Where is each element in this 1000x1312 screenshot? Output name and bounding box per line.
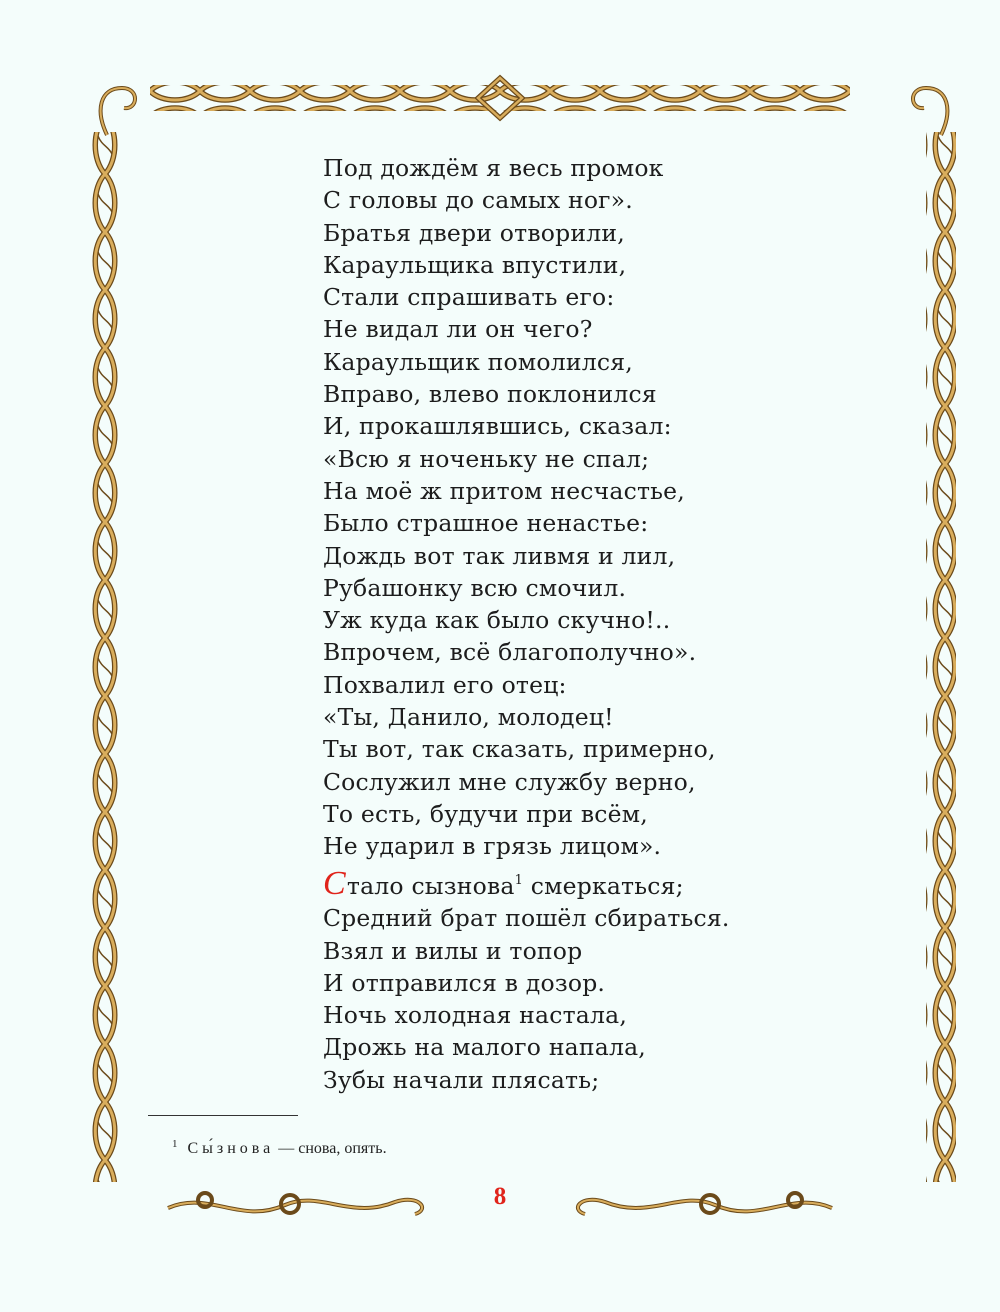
poem-line: «Ты, Данило, молодец! (323, 703, 614, 732)
footnote-divider (148, 1115, 298, 1116)
drop-cap: С (323, 865, 346, 902)
poem-line: То есть, будучи при всём, (323, 799, 648, 828)
poem-line: Не ударил в грязь лицом». (323, 832, 662, 861)
poem-line: Было страшное ненастье: (323, 509, 649, 538)
poem-line: Сослужил мне службу верно, (323, 767, 696, 796)
footnote-number: 1 (172, 1138, 178, 1150)
page-number: 8 (493, 1183, 507, 1210)
poem-line: И отправился в дозор. (323, 968, 606, 997)
poem-line: Караульщика впустили, (323, 250, 627, 279)
poem-line: Впрочем, всё благополучно». (323, 638, 697, 667)
poem-line: Ты вот, так сказать, примерно, (323, 735, 716, 764)
poem-line: И, прокашлявшись, сказал: (323, 412, 672, 441)
poem-line: Зубы начали плясать; (323, 1065, 600, 1094)
first-line-tail: смеркаться; (523, 872, 684, 900)
footnote-definition: — снова, опять. (274, 1140, 387, 1157)
poem-line: На моё ж притом несчастье, (323, 476, 685, 505)
top-border-band (150, 85, 850, 111)
left-border-band (92, 132, 122, 1182)
poem-line: Вправо, влево поклонился (323, 380, 657, 409)
poem-stanza-1 (323, 152, 716, 863)
poem-line: Не видал ли он чего? (323, 315, 593, 344)
first-word-rest: тало сызнова (346, 872, 515, 900)
poem-line: Ночь холодная настала, (323, 1001, 628, 1030)
poem-line: Караульщик помолился, (323, 347, 633, 376)
poem-line: Уж куда как было скучно!.. (323, 606, 671, 635)
right-border-band (926, 132, 956, 1182)
poem-line: Под дождём я весь промок (323, 154, 664, 182)
poem-line: Взял и вилы и топор (323, 936, 583, 965)
poem-first-line (323, 865, 730, 902)
poem-line: Дрожь на малого напала, (323, 1033, 646, 1062)
footnote-term: Сы́знова (187, 1140, 275, 1157)
poem-line: С головы до самых ног». (323, 186, 633, 215)
poem-line: «Всю я ноченьку не спал; (323, 444, 650, 473)
top-right-curl-icon (913, 88, 947, 135)
footnote (172, 1138, 387, 1158)
poem-line: Средний брат пошёл сбираться. (323, 904, 730, 933)
footnote-reference[interactable]: 1 (514, 873, 524, 888)
poem-stanza-2 (323, 865, 730, 1096)
poem-line: Рубашонку всю смочил. (323, 573, 627, 602)
poem-line: Похвалил его отец: (323, 670, 567, 699)
poem-line: Стали спрашивать его: (323, 283, 615, 312)
poem-line: Дождь вот так ливмя и лил, (323, 541, 676, 570)
top-left-curl-icon (101, 88, 135, 135)
poem-line: Братья двери отворили, (323, 218, 625, 247)
